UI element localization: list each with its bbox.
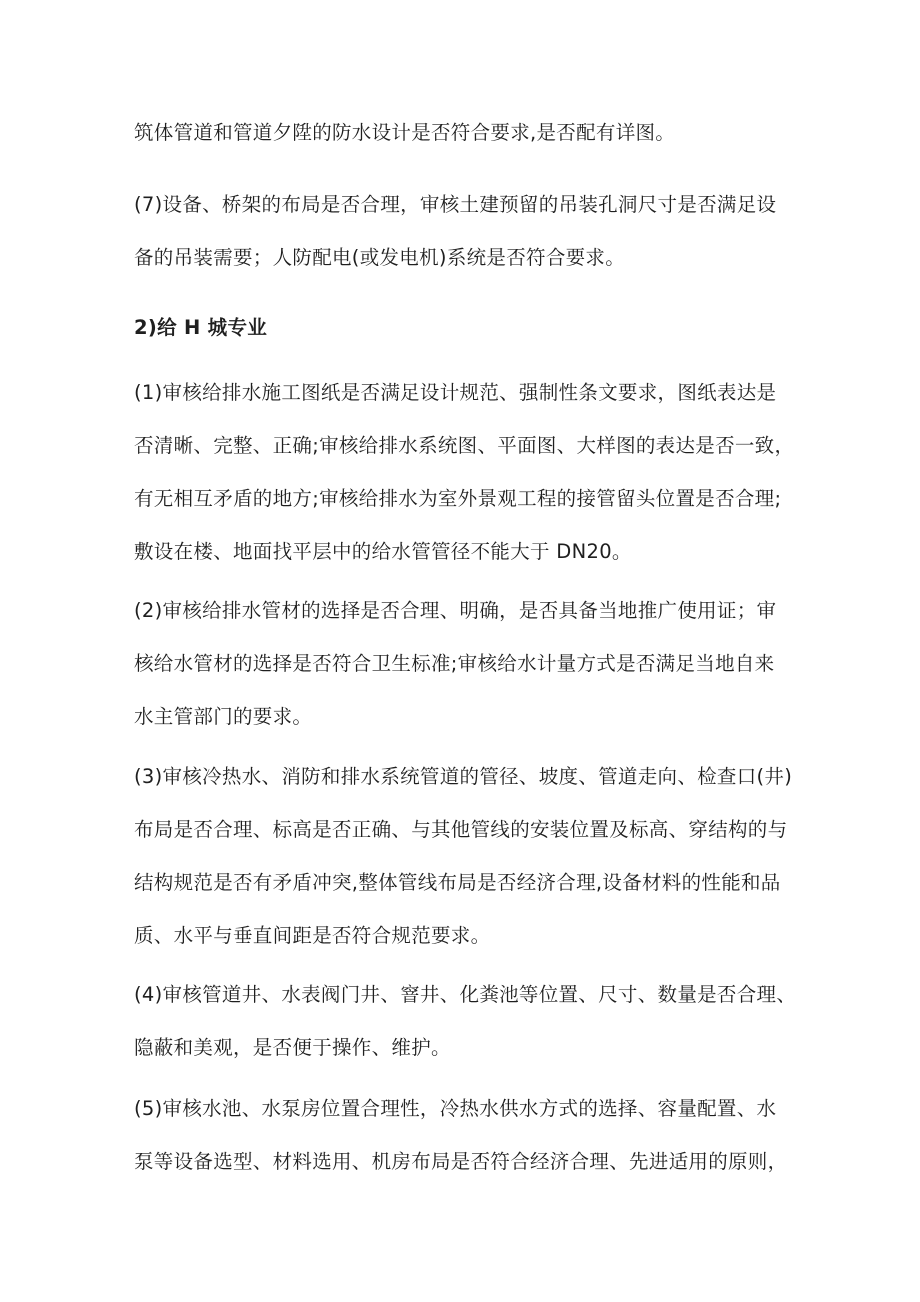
text-line: 泵等设备选型、材料选用、机房布局是否符合经济合理、先进适用的原则， [134,1150,788,1173]
text-line: 质、水平与垂直间距是否符合规范要求。 [134,924,491,947]
text-line: 布局是否合理、标高是否正确、与其他管线的安装位置及标高、穿结构的与 [134,818,788,841]
text-line: (3)审核冷热水、消防和排水系统管道的管径、坡度、管道走向、检查口(井) [134,765,793,788]
paragraph-item-1-drawings-review [134,380,794,564]
text-line: 水主管部门的要求。 [134,705,313,728]
heading-text: 2)给 H 城专业 [134,316,268,339]
text-line: 有无相互矛盾的地方;审核给排水为室外景观工程的接管留头位置是否合理; [134,487,782,510]
section-heading [134,315,794,340]
text-line: (1)审核给排水施工图纸是否满足设计规范、强制性条文要求，图纸表达是 [134,381,777,404]
text-line: (2)审核给排水管材的选择是否合理、明确，是否具备当地推广使用证；审 [134,599,777,622]
text-line: 敷设在楼、地面找平层中的给水管管径不能大于 DN20。 [134,540,632,563]
paragraph-item-3-pipe-layout [134,764,794,948]
paragraph-item-2-pipe-materials [134,598,794,729]
text-line: (7)设备、桥架的布局是否合理，审核土建预留的吊装孔洞尺寸是否满足设 [134,193,777,216]
text-line: 隐蔽和美观，是否便于操作、维护。 [134,1036,451,1059]
text-line: 筑体管道和管道夕陞的防水设计是否符合要求,是否配有详图。 [134,121,676,144]
text-line: (5)审核水池、水泵房位置合理性，冷热水供水方式的选择、容量配置、水 [134,1097,777,1120]
paragraph-waterproofing-note [134,120,794,145]
paragraph-item-4-wells-and-tanks [134,982,797,1060]
text-line: 备的吊装需要；人防配电(或发电机)系统是否符合要求。 [134,246,626,269]
paragraph-item-7-equipment-layout [134,192,794,270]
text-line: 结构规范是否有矛盾冲突,整体管线布局是否经济合理,设备材料的性能和品 [134,871,781,894]
text-line: 否清晰、完整、正确;审核给排水系统图、平面图、大样图的表达是否一致， [134,434,795,457]
text-line: (4)审核管道井、水表阀门井、窨井、化粪池等位置、尺寸、数量是否合理、 [134,983,797,1006]
text-line: 核给水管材的选择是否符合卫生标准;审核给水计量方式是否满足当地自来 [134,652,775,675]
paragraph-item-5-pump-room [134,1096,794,1174]
